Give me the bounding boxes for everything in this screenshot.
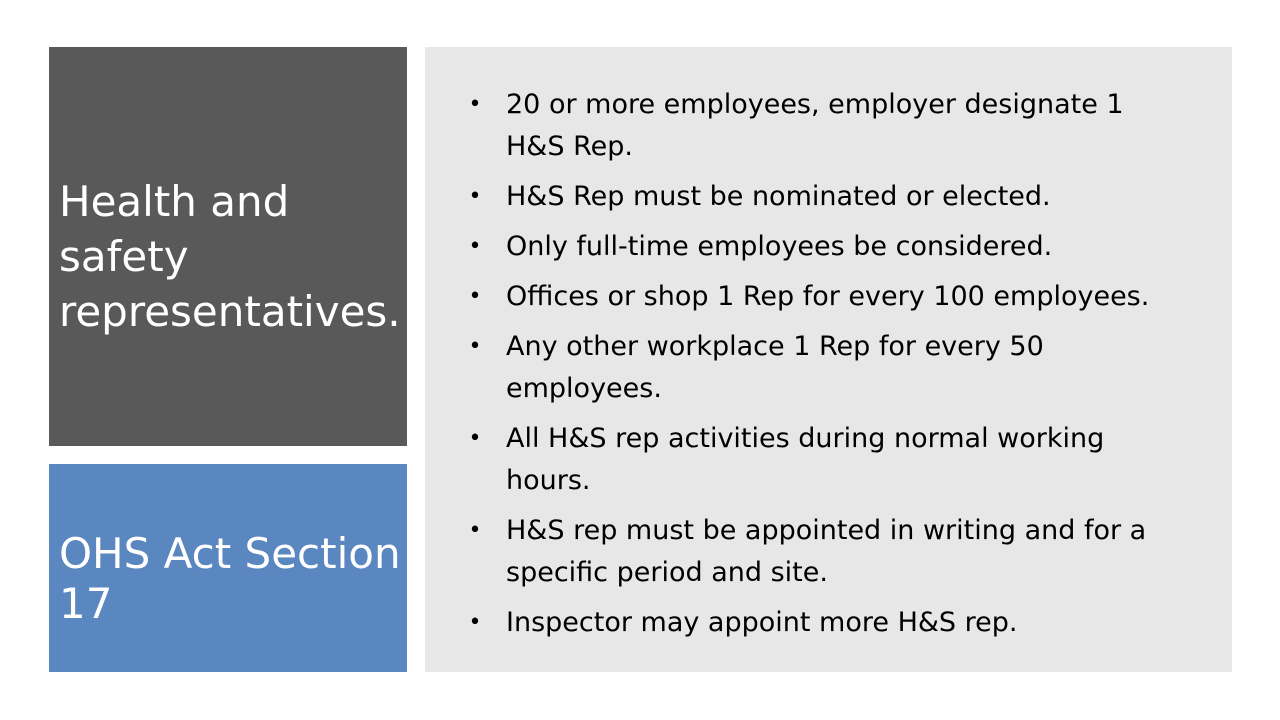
bullet-text: Only full-time employees be considered. — [506, 231, 1053, 262]
slide-title: Health and safety representatives. — [59, 177, 401, 336]
bullet-item — [468, 326, 1188, 410]
bullet-text: All H&S rep activities during normal working hours. — [506, 423, 1105, 496]
slide-subtitle: OHS Act Section 17 — [59, 529, 401, 628]
bullet-dot-icon: • — [468, 92, 482, 117]
subtitle-panel — [49, 464, 407, 672]
bullet-text: 20 or more employees, employer designate 1 H&S Rep. — [506, 89, 1124, 162]
bullet-text: H&S rep must be appointed in writing and for a specific period and site. — [506, 515, 1147, 588]
content-panel — [425, 47, 1232, 672]
bullet-item — [468, 176, 1188, 218]
bullet-item — [468, 226, 1188, 268]
bullet-item — [468, 510, 1188, 594]
bullet-list — [468, 84, 1188, 652]
bullet-text: H&S Rep must be nominated or elected. — [506, 181, 1051, 212]
bullet-dot-icon: • — [468, 184, 482, 209]
bullet-text: Inspector may appoint more H&S rep. — [506, 607, 1018, 638]
bullet-item — [468, 418, 1188, 502]
bullet-dot-icon: • — [468, 284, 482, 309]
bullet-dot-icon: • — [468, 610, 482, 635]
bullet-text: Any other workplace 1 Rep for every 50 employees. — [506, 331, 1044, 404]
bullet-item — [468, 276, 1188, 318]
bullet-dot-icon: • — [468, 426, 482, 451]
title-panel — [49, 47, 407, 446]
bullet-item — [468, 602, 1188, 644]
bullet-dot-icon: • — [468, 334, 482, 359]
bullet-text: Offices or shop 1 Rep for every 100 employees. — [506, 281, 1150, 312]
bullet-item — [468, 84, 1188, 168]
bullet-dot-icon: • — [468, 518, 482, 543]
bullet-dot-icon: • — [468, 234, 482, 259]
